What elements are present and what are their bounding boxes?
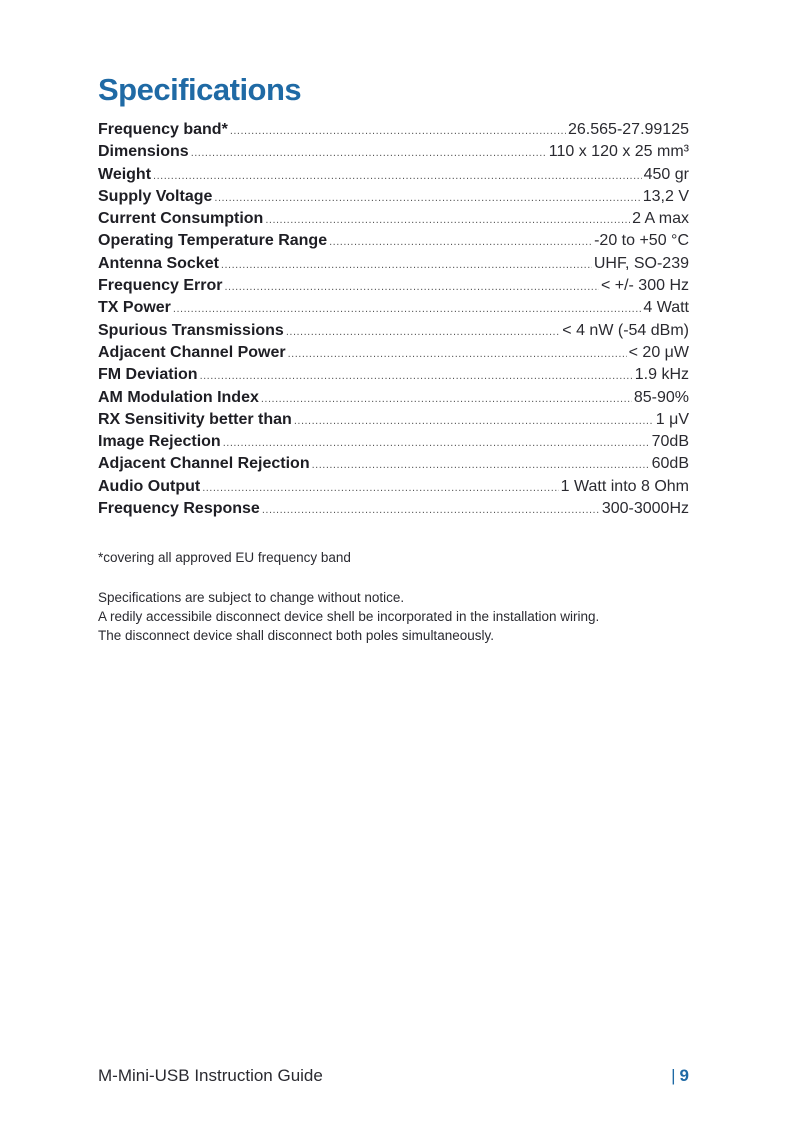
- spec-label: Weight: [98, 165, 152, 183]
- dot-leader: [153, 170, 642, 182]
- footer-guide-title: M-Mini-USB Instruction Guide: [98, 1066, 323, 1085]
- dot-leader: [223, 437, 650, 449]
- spec-row-weight: [98, 166, 689, 188]
- spec-row-tx-power: [98, 299, 689, 321]
- spec-label: Audio Output: [98, 477, 201, 495]
- spec-label: Dimensions: [98, 143, 189, 161]
- dot-leader: [230, 125, 566, 137]
- spec-label: Spurious Transmissions: [98, 321, 284, 339]
- spec-value: UHF, SO-239: [593, 254, 689, 272]
- dot-leader: [221, 259, 592, 271]
- dot-leader: [312, 459, 650, 471]
- spec-row-am-modulation-index: [98, 389, 689, 411]
- spec-value: 1 Watt into 8 Ohm: [560, 477, 689, 495]
- dot-leader: [286, 326, 560, 338]
- dot-leader: [329, 236, 592, 248]
- page-title: Specifications: [98, 72, 302, 107]
- page-separator: |: [671, 1066, 676, 1085]
- spec-label: Frequency band*: [98, 121, 228, 138]
- spec-label: Adjacent Channel Rejection: [98, 455, 310, 473]
- spec-row-rx-sensitivity: [98, 411, 689, 433]
- spec-row-spurious-transmissions: [98, 322, 689, 344]
- spec-label: AM Modulation Index: [98, 388, 259, 406]
- dot-leader: [173, 303, 641, 315]
- page-number-value: 9: [679, 1066, 689, 1085]
- frequency-band-footnote: *covering all approved EU frequency band: [98, 550, 351, 565]
- spec-value: < +/- 300 Hz: [600, 277, 689, 295]
- dot-leader: [262, 504, 600, 516]
- spec-value: 70dB: [651, 433, 689, 451]
- spec-value: 300-3000Hz: [601, 500, 689, 518]
- dot-leader: [294, 415, 654, 427]
- spec-label: FM Deviation: [98, 366, 198, 384]
- spec-row-supply-voltage: [98, 188, 689, 210]
- page-number: [671, 1066, 689, 1086]
- spec-value: 2 A max: [632, 210, 689, 228]
- dot-leader: [265, 214, 630, 226]
- spec-value: -20 to +50 °C: [594, 232, 689, 250]
- disclaimer-line: Specifications are subject to change without notice.: [98, 590, 405, 605]
- spec-value: < 4 nW (-54 dBm): [562, 321, 689, 339]
- spec-value: < 20 μW: [628, 343, 689, 361]
- spec-row-current-consumption: [98, 210, 689, 232]
- spec-row-operating-temperature: [98, 232, 689, 254]
- spec-row-frequency-response: [98, 500, 689, 522]
- spec-row-frequency-error: [98, 277, 689, 299]
- spec-value: 110 x 120 x 25 mm³: [548, 143, 689, 161]
- spec-value: 4 Watt: [643, 299, 689, 317]
- dot-leader: [191, 147, 547, 159]
- spec-row-antenna-socket: [98, 255, 689, 277]
- spec-value: 1.9 kHz: [634, 366, 689, 384]
- spec-label: Frequency Error: [98, 277, 223, 295]
- specifications-list: [98, 121, 689, 522]
- spec-label: Current Consumption: [98, 210, 264, 228]
- dot-leader: [261, 393, 632, 405]
- spec-value: 13,2 V: [642, 187, 689, 205]
- spec-row-fm-deviation: [98, 366, 689, 388]
- disclaimer-line: A redily accessibile disconnect device shell be incorporated in the installation wiring.: [98, 609, 600, 624]
- spec-label: Image Rejection: [98, 433, 221, 451]
- spec-value: 26.565-27.99125: [568, 121, 689, 138]
- spec-row-audio-output: [98, 478, 689, 500]
- spec-label: Supply Voltage: [98, 187, 213, 205]
- spec-label: TX Power: [98, 299, 171, 317]
- spec-label: Adjacent Channel Power: [98, 343, 286, 361]
- dot-leader: [200, 370, 633, 382]
- dot-leader: [224, 281, 598, 293]
- spec-row-image-rejection: [98, 433, 689, 455]
- spec-row-adjacent-channel-power: [98, 344, 689, 366]
- dot-leader: [288, 348, 627, 360]
- spec-value: 450 gr: [643, 165, 689, 183]
- spec-label: Antenna Socket: [98, 254, 219, 272]
- dot-leader: [202, 482, 558, 494]
- spec-value: 60dB: [651, 455, 689, 473]
- spec-value: 1 μV: [655, 410, 689, 428]
- spec-row-adjacent-channel-rejection: [98, 455, 689, 477]
- spec-row-dimensions: [98, 143, 689, 165]
- spec-label: Operating Temperature Range: [98, 232, 328, 250]
- spec-label: RX Sensitivity better than: [98, 410, 292, 428]
- spec-value: 85-90%: [633, 388, 689, 406]
- spec-row-frequency-band: [98, 121, 689, 143]
- spec-label: Frequency Response: [98, 500, 260, 518]
- disclaimer-line: The disconnect device shall disconnect both poles simultaneously.: [98, 628, 494, 643]
- dot-leader: [214, 192, 640, 204]
